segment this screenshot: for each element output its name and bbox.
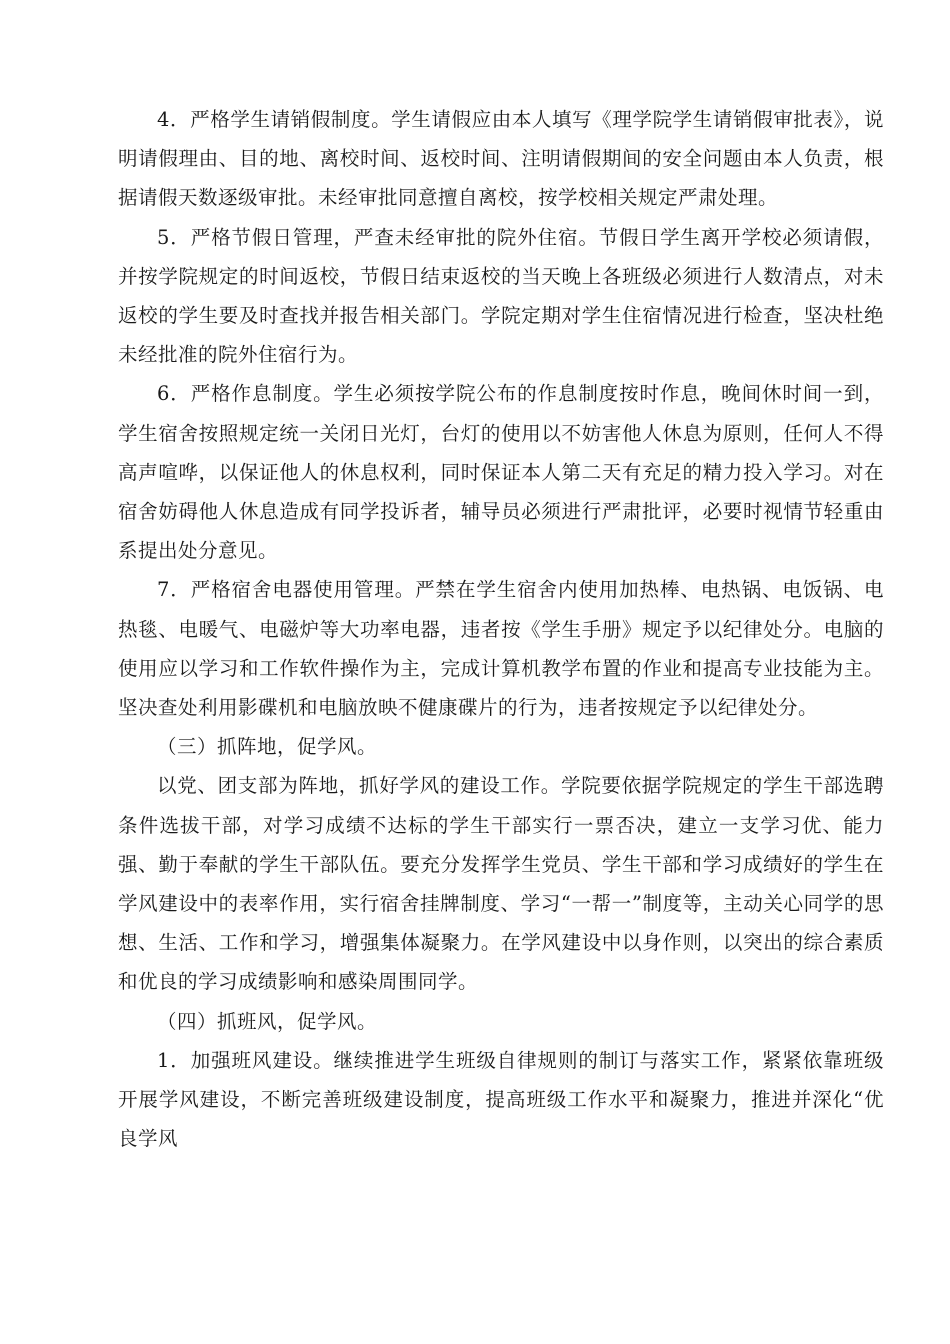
section-heading-four: （四）抓班风，促学风。 xyxy=(157,1009,378,1033)
document-body xyxy=(118,100,884,1158)
section-heading-three: （三）抓阵地，促学风。 xyxy=(157,735,378,759)
paragraph-party-league: 以党、团支部为阵地，抓好学风的建设工作。学院要依据学院规定的学生干部选聘条件选拔干部，对学习成绩不达标的学生干部实行一票否决，建立一支学习优、能力强、勤于奉献的学生干部队伍。要充分发挥学生党员、学生干部和学习成绩好的学生在学风建设中的表率作用，实行宿舍挂牌制度、学习“一帮一”制度等，主动关心同学的思想、生活、工作和学习，增强集体凝聚力。在学风建设中以身作则，以突出的综合素质和优良的学习成绩影响和感染周围同学。 xyxy=(118,774,884,994)
paragraph-class-style: 1．加强班风建设。继续推进学生班级自律规则的制订与落实工作，紧紧依靠班级开展学风建设，不断完善班级建设制度，提高班级工作水平和凝聚力，推进并深化“优良学风 xyxy=(118,1048,884,1151)
paragraph-schedule-system: 6．严格作息制度。学生必须按学院公布的作息制度按时作息，晚间休时间一到，学生宿舍按照规定统一关闭日光灯，台灯的使用以不妨害他人休息为原则，任何人不得高声喧哗，以保证他人的休息权利，同时保证本人第二天有充足的精力投入学习。对在宿舍妨碍他人休息造成有同学投诉者，辅导员必须进行严肃批评，必要时视情节轻重由系提出处分意见。 xyxy=(118,382,884,563)
paragraph-leave-system: 4．严格学生请销假制度。学生请假应由本人填写《理学院学生请销假审批表》，说明请假理由、目的地、离校时间、返校时间、注明请假期间的安全问题由本人负责，根据请假天数逐级审批。未经审批同意擅自离校，按学校相关规定严肃处理。 xyxy=(118,108,884,210)
paragraph-electrical-appliances: 7．严格宿舍电器使用管理。严禁在学生宿舍内使用加热棒、电热锅、电饭锅、电热毯、电暖气、电磁炉等大功率电器，违者按《学生手册》规定予以纪律处分。电脑的使用应以学习和工作软件操作为主，完成计算机教学布置的作业和提高专业技能为主。坚决查处利用影碟机和电脑放映不健康碟片的行为，违者按规定予以纪律处分。 xyxy=(118,578,884,720)
paragraph-holiday-management: 5．严格节假日管理，严查未经审批的院外住宿。节假日学生离开学校必须请假，并按学院规定的时间返校，节假日结束返校的当天晚上各班级必须进行人数清点，对未返校的学生要及时查找并报告相关部门。学院定期对学生住宿情况进行检查，坚决杜绝未经批准的院外住宿行为。 xyxy=(118,225,884,367)
